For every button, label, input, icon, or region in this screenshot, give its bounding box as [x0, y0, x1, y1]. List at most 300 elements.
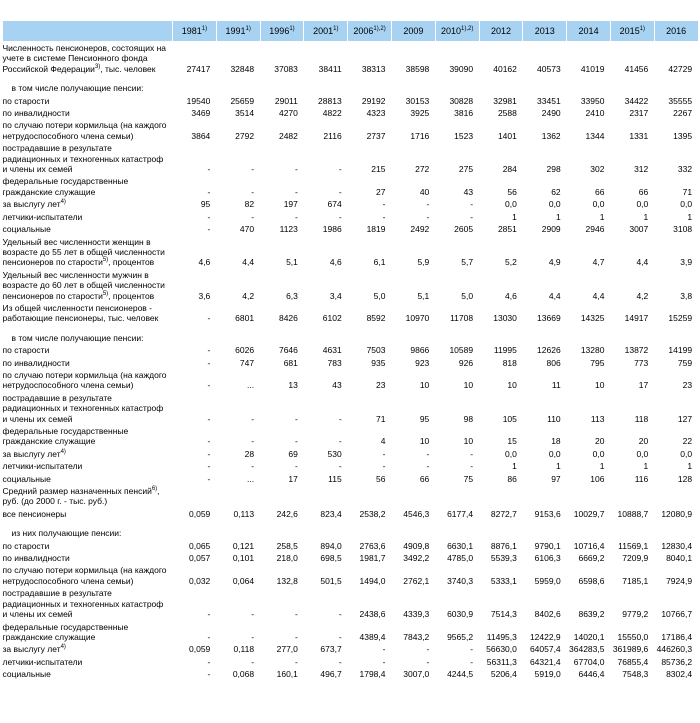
cell: 38411	[318, 63, 342, 74]
cell: 8402,6	[534, 609, 561, 620]
cell: 0,065	[189, 540, 211, 551]
cell: 95	[419, 413, 430, 424]
cell: 6030,9	[447, 609, 474, 620]
cell: 8426	[278, 313, 298, 324]
cell: 7209,9	[622, 553, 649, 564]
cell: 4909,8	[403, 540, 430, 551]
row-disability-1	[3, 107, 699, 119]
cell: -	[295, 211, 298, 222]
cell: -	[207, 224, 211, 235]
cell	[654, 332, 698, 344]
cell: 2762,1	[403, 575, 430, 586]
cell: 0,0	[505, 199, 517, 210]
row-label	[3, 107, 173, 119]
cell: 1	[643, 461, 649, 472]
row-label-text: в том числе получающие пенсии:	[11, 83, 144, 94]
cell: -	[338, 211, 342, 222]
cell: 1819	[366, 224, 386, 235]
row-label	[3, 621, 173, 644]
cell: -	[338, 461, 342, 472]
cell: -	[382, 656, 386, 667]
cell: 13872	[624, 345, 649, 356]
cell: 312	[634, 164, 649, 175]
cell: 6598,6	[578, 575, 605, 586]
row-subhead-of-them-pensions	[3, 527, 699, 539]
cell	[654, 485, 698, 508]
cell: 0,0	[636, 199, 649, 210]
row-label	[3, 392, 173, 425]
row-footnote-marker: 5)	[102, 290, 109, 297]
cell: 2605	[454, 224, 474, 235]
cell: 56630,0	[486, 644, 517, 655]
year-label: 2015	[619, 26, 640, 36]
row-disaster-victims-1	[3, 142, 699, 175]
spacer-row	[3, 325, 699, 332]
row-avg-old-age	[3, 540, 699, 552]
cell: 12422,9	[529, 631, 561, 642]
cell: 332	[677, 164, 693, 175]
cell: -	[207, 669, 211, 680]
table-header	[3, 21, 699, 42]
cell: 818	[502, 357, 517, 368]
cell: -	[251, 413, 255, 424]
row-label	[3, 302, 173, 325]
row-label-text: по случаю потери кормильца (на каждого нетрудоспособного члена семьи)	[2, 120, 167, 141]
cell: 56311,3	[486, 656, 517, 667]
row-label	[3, 269, 173, 302]
cell: 8876,1	[490, 540, 517, 551]
year-footnote-marker: 1)	[201, 26, 208, 32]
header-row	[3, 21, 699, 42]
cell: 6177,4	[447, 508, 474, 519]
cell: 0,0	[636, 448, 649, 459]
row-label	[3, 344, 173, 356]
cell: 4546,3	[403, 508, 430, 519]
cell: 8040,1	[666, 553, 693, 564]
cell: 823,4	[320, 508, 342, 519]
cell	[654, 82, 698, 94]
cell: 29192	[361, 95, 386, 106]
cell: -	[470, 644, 474, 655]
cell: -	[382, 644, 386, 655]
cell: 1	[555, 211, 561, 222]
cell: 5,1	[286, 257, 298, 268]
cell: 1	[555, 461, 561, 472]
cell: -	[251, 631, 255, 642]
cell: 272	[415, 164, 430, 175]
cell: 113	[590, 413, 605, 424]
cell	[216, 485, 260, 508]
year-label: 2016	[666, 26, 687, 36]
cell: 12626	[537, 345, 561, 356]
row-label	[3, 587, 173, 620]
cell: 0,032	[189, 575, 211, 586]
cell: 1	[599, 461, 605, 472]
cell: 28	[244, 448, 255, 459]
cell: 0,0	[592, 199, 605, 210]
cell: 30828	[449, 95, 474, 106]
cell: 1331	[629, 130, 649, 141]
cell: -	[251, 461, 255, 472]
column-header-1991	[216, 21, 260, 42]
row-disaster-victims-2	[3, 392, 699, 425]
row-label	[3, 82, 173, 94]
row-share-men-under-60	[3, 269, 699, 302]
cell: 8639,2	[578, 609, 605, 620]
row-label-text: пострадавшие в результате радиационных и техногенных катастроф и члены их семей	[2, 392, 164, 424]
cell: -	[207, 380, 211, 391]
cell: -	[338, 164, 342, 175]
row-label-text: социальные	[2, 669, 51, 680]
spacer-cell	[3, 75, 699, 82]
cell: 4,4	[636, 257, 649, 268]
cell: 4,7	[592, 257, 605, 268]
cell: 5,0	[461, 290, 474, 301]
cell	[479, 332, 523, 344]
row-label-text: социальные	[2, 473, 51, 484]
year-footnote-marker: 1),2)	[373, 26, 386, 32]
row-label-text: Удельный вес численности женщин в возрасте до 55 лет в общей численности пенсионеров по старости	[2, 236, 165, 268]
cell: 43	[332, 380, 342, 391]
cell: 41019	[580, 63, 605, 74]
cell	[391, 82, 435, 94]
cell: 127	[677, 413, 693, 424]
cell: 3864	[191, 130, 211, 141]
row-label-text: по случаю потери кормильца (на каждого нетрудоспособного члена семьи)	[2, 565, 167, 586]
row-old-age-2	[3, 344, 699, 356]
cell: 14325	[580, 313, 605, 324]
cell: 4323	[366, 108, 386, 119]
cell: -	[251, 656, 255, 667]
row-label	[3, 119, 173, 142]
cell: -	[382, 199, 386, 210]
row-label-text: Численность пенсионеров, состоящих на учете в системе Пенсионного фонда Российской Федерации	[2, 43, 166, 74]
cell: -	[207, 656, 211, 667]
cell: 13669	[537, 313, 561, 324]
cell: 0,121	[232, 540, 255, 551]
row-long-service-1	[3, 198, 699, 210]
cell: 7843,2	[403, 631, 430, 642]
cell: -	[207, 631, 211, 642]
cell: 9779,2	[622, 609, 649, 620]
cell: -	[426, 644, 430, 655]
cell: 10	[507, 380, 517, 391]
cell: 7185,1	[622, 575, 649, 586]
year-label: 2001	[313, 26, 334, 36]
cell: 5,0	[373, 290, 386, 301]
cell: 41456	[624, 63, 649, 74]
cell: 783	[327, 357, 342, 368]
cell	[610, 82, 654, 94]
cell: 97	[551, 473, 561, 484]
row-label-tail: , тыс. человек	[100, 63, 156, 74]
cell: 1401	[497, 130, 517, 141]
cell: 8302,4	[666, 669, 693, 680]
cell: 3925	[410, 108, 430, 119]
cell: -	[426, 656, 430, 667]
row-label	[3, 332, 173, 344]
column-header-2015	[610, 21, 654, 42]
row-footnote-marker: 6)	[151, 486, 158, 493]
row-long-service-2	[3, 448, 699, 460]
cell: 6106,3	[534, 553, 561, 564]
cell: 3469	[191, 108, 211, 119]
cell: 1981,7	[359, 553, 386, 564]
row-label-text: за выслугу лет	[2, 448, 61, 459]
cell: 284	[502, 164, 517, 175]
cell: -	[382, 448, 386, 459]
cell: 673,7	[320, 644, 342, 655]
cell: 35555	[668, 95, 693, 106]
cell: 0,0	[680, 199, 693, 210]
year-footnote-marker: 1)	[639, 26, 646, 32]
row-label-text: по старости	[2, 540, 50, 551]
row-avg-social	[3, 668, 699, 680]
row-subhead-including-pensions-2	[3, 332, 699, 344]
year-footnote-marker: 1)	[333, 26, 339, 32]
row-footnote-marker: 4)	[60, 199, 66, 206]
cell: 115	[328, 473, 342, 484]
row-label-text: Из общей численности пенсионеров - работающие пенсионеры, тыс. человек	[2, 302, 159, 324]
cell: 105	[502, 413, 517, 424]
cell: -	[382, 461, 386, 472]
row-avg-civil-servants	[3, 621, 699, 644]
cell	[348, 332, 392, 344]
cell	[567, 82, 611, 94]
cell: -	[207, 436, 211, 447]
cell	[260, 527, 304, 539]
cell: 6801	[235, 313, 255, 324]
cell	[216, 527, 260, 539]
cell: 34422	[624, 95, 649, 106]
cell: -	[251, 164, 255, 175]
row-label	[3, 369, 173, 392]
cell: 7646	[278, 345, 298, 356]
cell: -	[295, 413, 298, 424]
row-label-text: летчики-испытатели	[2, 211, 83, 222]
cell: -	[207, 357, 211, 368]
cell: 0,0	[505, 448, 517, 459]
cell: 64321,4	[529, 656, 561, 667]
cell: 258,5	[276, 540, 298, 551]
table-body	[3, 42, 699, 681]
cell: -	[295, 609, 298, 620]
row-avg-disaster-victims	[3, 587, 699, 620]
cell: 62	[551, 186, 561, 197]
cell: 33950	[580, 95, 605, 106]
cell	[173, 527, 217, 539]
row-label	[3, 357, 173, 369]
year-label: 1981	[181, 26, 202, 36]
cell: 0,059	[189, 508, 211, 519]
cell: 9790,1	[534, 540, 561, 551]
cell: 64057,4	[529, 644, 561, 655]
row-label	[3, 485, 173, 508]
cell: 7924,9	[666, 575, 693, 586]
cell: 6630,1	[447, 540, 474, 551]
cell: 10589	[449, 345, 474, 356]
cell: -	[207, 448, 211, 459]
cell: ...	[247, 380, 255, 391]
cell: 30153	[405, 95, 430, 106]
row-social-1	[3, 223, 699, 235]
cell: 361989,6	[612, 644, 649, 655]
cell: 23	[682, 380, 693, 391]
row-footnote-marker: 4)	[60, 448, 66, 455]
cell: 17	[288, 473, 298, 484]
cell: -	[338, 656, 342, 667]
row-survivor-2	[3, 369, 699, 392]
row-survivor-1	[3, 119, 699, 142]
row-label-text: из них получающие пенсии:	[11, 528, 122, 539]
cell	[567, 485, 611, 508]
cell: -	[338, 436, 342, 447]
cell: -	[338, 186, 342, 197]
cell: -	[295, 164, 298, 175]
row-label	[3, 508, 173, 520]
cell: 4,6	[505, 290, 517, 301]
cell: 22	[682, 436, 693, 447]
row-label-text: по инвалидности	[2, 553, 70, 564]
column-header-2014	[567, 21, 611, 42]
cell: 4,4	[592, 290, 605, 301]
cell: 923	[415, 357, 430, 368]
row-label-text: по случаю потери кормильца (на каждого нетрудоспособного члена семьи)	[2, 369, 167, 391]
cell: 5206,4	[490, 669, 517, 680]
cell: -	[251, 436, 255, 447]
cell: 12830,4	[661, 540, 693, 551]
cell: 14199	[668, 345, 693, 356]
cell	[391, 527, 435, 539]
spacer-cell	[3, 325, 699, 332]
cell: -	[295, 631, 298, 642]
cell	[304, 82, 348, 94]
cell: 1344	[585, 130, 605, 141]
cell: 67704,0	[573, 656, 605, 667]
year-label: 2013	[534, 26, 555, 36]
cell: 32981	[493, 95, 517, 106]
cell: 82	[244, 199, 255, 210]
cell: 1	[687, 211, 693, 222]
row-label-text: федеральные государственные гражданские служащие	[2, 426, 129, 447]
cell: 3514	[235, 108, 255, 119]
row-civil-servants-2	[3, 425, 699, 448]
row-label-tail: , процентов	[108, 257, 155, 268]
year-label: 1996	[269, 26, 290, 36]
row-label	[3, 42, 173, 76]
cell: 4822	[322, 108, 342, 119]
row-label-text: социальные	[2, 224, 51, 235]
cell: 69	[288, 448, 298, 459]
cell: 5,7	[461, 257, 474, 268]
row-label-text: по старости	[2, 345, 50, 356]
cell: 128	[677, 473, 693, 484]
cell: 12080,9	[661, 508, 693, 519]
cell	[479, 485, 523, 508]
cell: 3,9	[680, 257, 693, 268]
cell: 2737	[366, 130, 386, 141]
cell: 5,1	[417, 290, 430, 301]
cell: 5539,3	[490, 553, 517, 564]
year-label: 2009	[403, 26, 424, 36]
cell: 2946	[585, 224, 605, 235]
cell: 4,4	[242, 257, 255, 268]
row-label-text: за выслугу лет	[2, 199, 61, 210]
cell: -	[470, 199, 474, 210]
row-label-text: летчики-испытатели	[2, 461, 83, 472]
cell: 86	[507, 473, 517, 484]
cell: 4785,0	[447, 553, 474, 564]
row-label	[3, 564, 173, 587]
cell	[216, 82, 260, 94]
cell: 11569,1	[618, 540, 649, 551]
row-test-pilots-1	[3, 211, 699, 223]
cell: 43	[463, 186, 474, 197]
cell: 15550,0	[617, 631, 649, 642]
cell: 4,9	[548, 257, 561, 268]
cell: 13280	[580, 345, 605, 356]
cell	[610, 332, 654, 344]
cell: 10	[463, 436, 474, 447]
cell: -	[295, 436, 298, 447]
cell: 132,8	[276, 575, 298, 586]
row-label	[3, 448, 173, 460]
cell: 40162	[493, 63, 517, 74]
cell: 11	[551, 380, 561, 391]
cell: 7548,3	[622, 669, 649, 680]
cell: 20	[638, 436, 649, 447]
year-footnote-marker: 1),2)	[461, 26, 474, 32]
cell	[523, 82, 567, 94]
row-label	[3, 211, 173, 223]
row-label-text: по инвалидности	[2, 108, 70, 119]
row-label-text: пострадавшие в результате радиационных и техногенных катастроф и члены их семей	[2, 588, 164, 620]
cell: 17	[638, 380, 649, 391]
row-old-age-1	[3, 95, 699, 107]
cell: 10716,4	[573, 540, 605, 551]
cell: 4631	[322, 345, 342, 356]
cell: -	[251, 211, 255, 222]
cell	[523, 527, 567, 539]
cell: 4,6	[198, 257, 211, 268]
cell: 10	[419, 436, 430, 447]
cell	[304, 485, 348, 508]
cell: 3,8	[680, 290, 693, 301]
cell: -	[426, 448, 430, 459]
cell: 197	[283, 199, 298, 210]
cell: 39090	[449, 63, 474, 74]
cell: 2267	[673, 108, 693, 119]
cell: 3816	[454, 108, 474, 119]
cell: 2909	[541, 224, 561, 235]
cell: 9153,6	[534, 508, 561, 519]
cell: 4,4	[548, 290, 561, 301]
row-label	[3, 95, 173, 107]
cell: 674	[327, 199, 342, 210]
cell: 3,6	[198, 290, 211, 301]
cell: 277,0	[276, 644, 298, 655]
cell: -	[295, 186, 298, 197]
cell: 13030	[493, 313, 517, 324]
row-label-text: пострадавшие в результате радиационных и техногенных катастроф и члены их семей	[2, 143, 164, 175]
cell: 2792	[235, 130, 255, 141]
cell: -	[470, 448, 474, 459]
row-label-text: все пенсионеры	[2, 508, 67, 519]
cell: 3007,0	[403, 669, 430, 680]
cell: 0,118	[233, 644, 255, 655]
cell: 10029,7	[573, 508, 605, 519]
cell: 218,0	[276, 553, 298, 564]
